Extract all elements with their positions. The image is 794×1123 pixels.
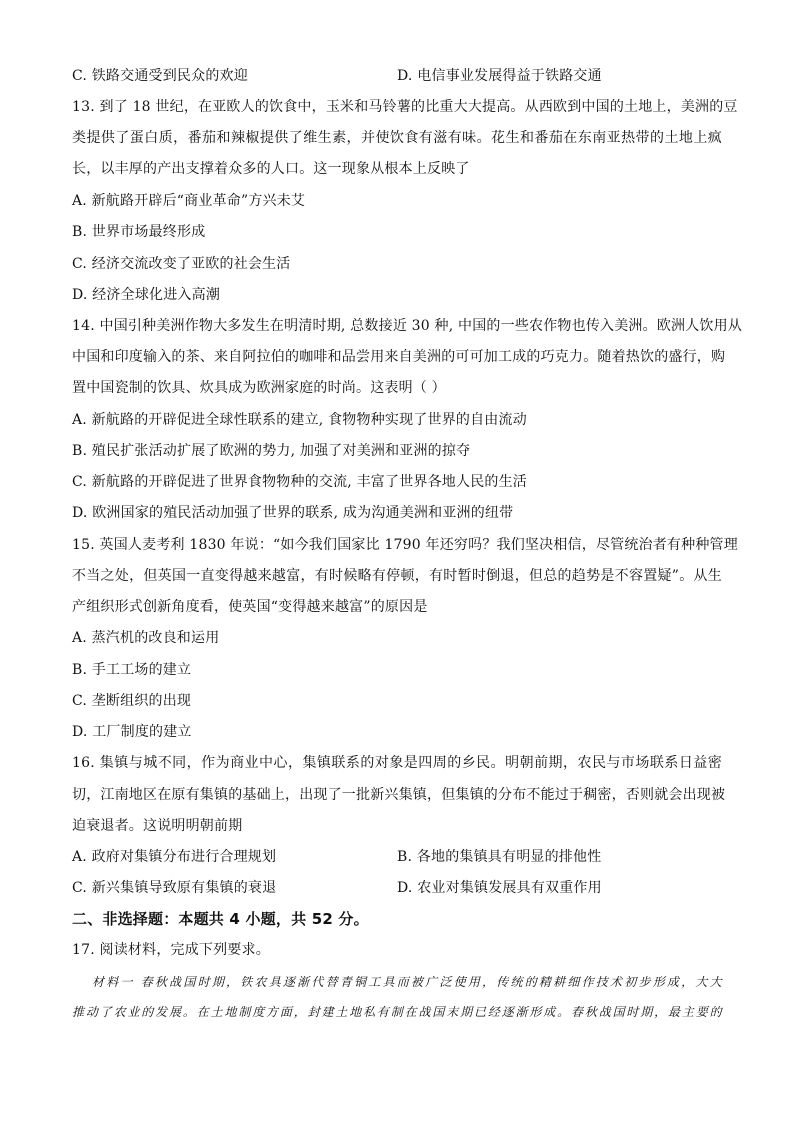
- q12-option-c: C. 铁路交通受到民众的欢迎: [72, 68, 248, 84]
- section-heading: 二、非选择题：本题共 4 小题，共 52 分。: [72, 910, 369, 928]
- q13-option-a: A. 新航路开辟后“商业革命”方兴未艾: [72, 193, 306, 209]
- q17-material-line-2: 推动了农业的发展。在土地制度方面，封建土地私有制在战国末期已经逐渐形成。春秋战国时期，最主要的: [72, 1005, 722, 1019]
- q15-option-b: B. 手工工场的建立: [72, 662, 192, 678]
- q14-stem-line-2: 中国和印度输入的茶、来自阿拉伯的咖啡和品尝用来自美洲的可可加工成的巧克力。随着热饮的盛行，购: [72, 349, 726, 365]
- q16-stem-line-2: 切，江南地区在原有集镇的基础上，出现了一批新兴集镇，但集镇的分布不能过于稠密，否则就会出现被: [72, 787, 726, 803]
- q14-option-a: A. 新航路的开辟促进全球性联系的建立, 食物物种实现了世界的自由流动: [72, 412, 527, 428]
- q15-option-c: C. 垄断组织的出现: [72, 693, 192, 709]
- q13-stem-line-3: 长，以丰厚的产出支撑着众多的人口。这一现象从根本上反映了: [72, 161, 470, 177]
- q17-intro: 17. 阅读材料，完成下列要求。: [72, 942, 270, 958]
- q15-stem-line-1: 15. 英国人麦考利 1830 年说：“如今我们国家比 1790 年还穷吗？我们坚决相信，尽管统治者有种种管理: [72, 537, 738, 553]
- q12-option-d: D. 电信事业发展得益于铁路交通: [397, 68, 602, 84]
- q16-option-c: C. 新兴集镇导致原有集镇的衰退: [72, 880, 277, 896]
- q16-option-a: A. 政府对集镇分布进行合理规划: [72, 849, 277, 865]
- q15-option-d: D. 工厂制度的建立: [72, 724, 192, 740]
- q14-stem-line-3: 置中国瓷制的饮具、炊具成为欧洲家庭的时尚。这表明（ ）: [72, 380, 446, 396]
- q16-option-b: B. 各地的集镇具有明显的排他性: [397, 849, 602, 865]
- q15-stem-line-3: 产组织形式创新角度看，使英国“变得越来越富”的原因是: [72, 599, 428, 615]
- q16-stem-line-3: 迫衰退者。这说明明朝前期: [72, 818, 243, 834]
- q14-stem-line-1: 14. 中国引种美洲作物大多发生在明清时期, 总数接近 30 种, 中国的一些农作物也传入美洲。欧洲人饮用从: [72, 318, 743, 334]
- q13-stem-line-2: 类提供了蛋白质，番茄和辣椒提供了维生素，并使饮食有滋有味。花生和番茄在东南亚热带的土地上疯: [72, 130, 722, 146]
- q13-option-c: C. 经济交流改变了亚欧的社会生活: [72, 256, 291, 272]
- q14-option-d: D. 欧洲国家的殖民活动加强了世界的联系, 成为沟通美洲和亚洲的纽带: [72, 505, 514, 521]
- q15-stem-line-2: 不当之处，但英国一直变得越来越富，有时候略有停顿，有时暂时倒退，但总的趋势是不容置疑”。从生: [72, 568, 722, 584]
- q14-option-c: C. 新航路的开辟促进了世界食物物种的交流, 丰富了世界各地人民的生活: [72, 474, 528, 490]
- q16-stem-line-1: 16. 集镇与城不同，作为商业中心，集镇联系的对象是四周的乡民。明朝前期，农民与市场联系日益密: [72, 755, 722, 771]
- q13-option-b: B. 世界市场最终形成: [72, 224, 206, 240]
- q13-stem-line-1: 13. 到了 18 世纪，在亚欧人的饮食中，玉米和马铃薯的比重大大提高。从西欧到中国的土地上，美洲的豆: [72, 99, 738, 115]
- q16-option-d: D. 农业对集镇发展具有双重作用: [397, 880, 602, 896]
- q14-option-b: B. 殖民扩张活动扩展了欧洲的势力, 加强了对美洲和亚洲的掠夺: [72, 443, 471, 459]
- q13-option-d: D. 经济全球化进入高潮: [72, 287, 221, 303]
- q15-option-a: A. 蒸汽机的改良和运用: [72, 630, 220, 646]
- q17-material-line-1: 材料一 春秋战国时期，铁农具逐渐代替青铜工具而被广泛使用，传统的精耕细作技术初步形成，大大: [92, 975, 722, 989]
